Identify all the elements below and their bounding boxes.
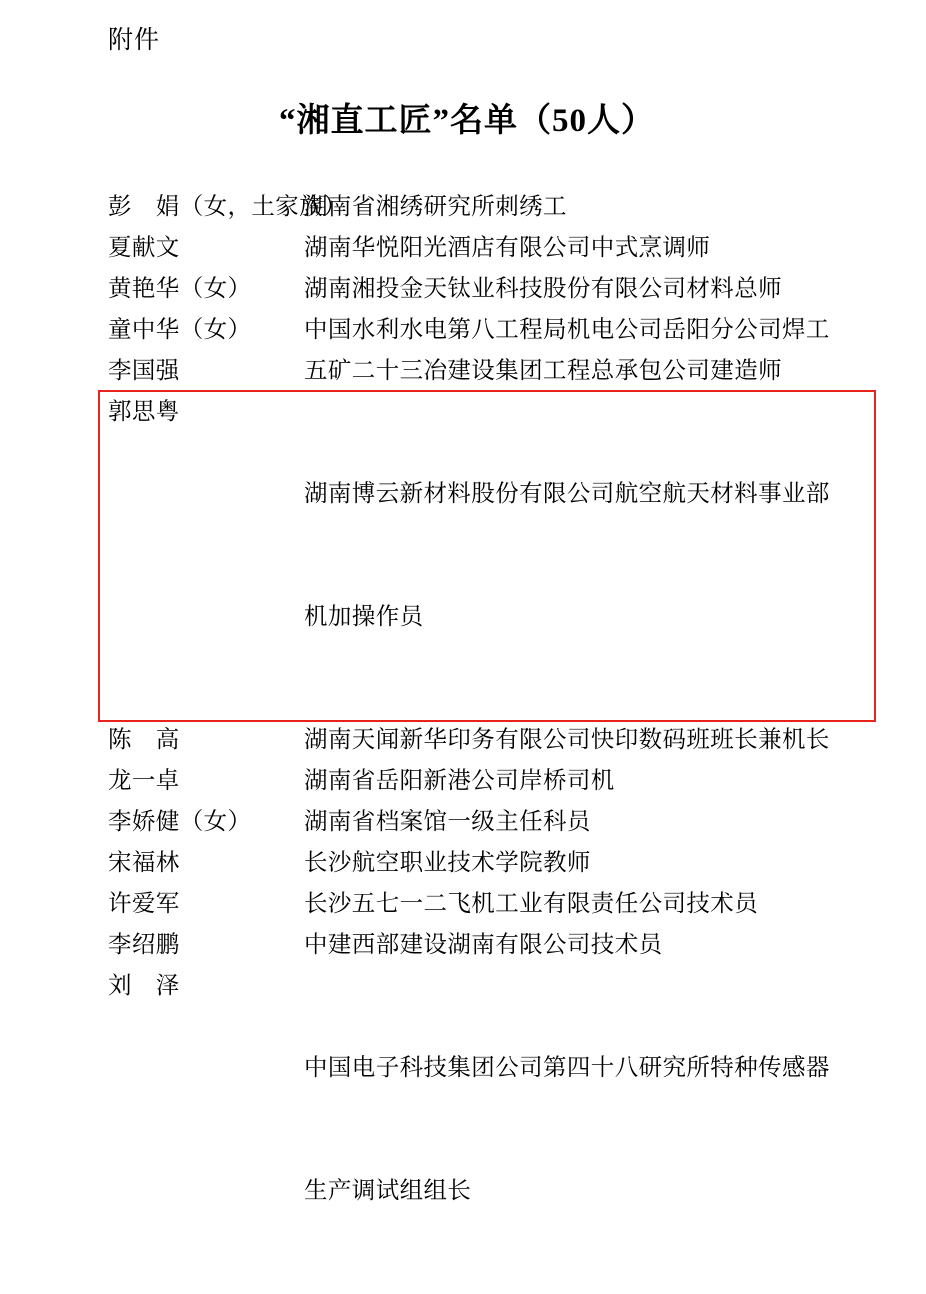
list-item [108,228,856,269]
honoree-desc: 湖南天闻新华印务有限公司快印数码班班长兼机长 [304,726,830,753]
honoree-name: 李绍鹏 [108,931,180,958]
honoree-list [108,187,856,1294]
honoree-desc-line2: 机加操作员 [304,603,424,630]
honoree-desc-line1: 湖南博云新材料股份有限公司航空航天材料事业部 [304,480,830,507]
page-title: “湘直工匠”名单（50人） [279,103,655,139]
honoree-name: 李娇健（女） [108,808,252,835]
attachment-label: 附件 [108,27,161,54]
honoree-desc-line1: 中国电子科技集团公司第四十八研究所特种传感器 [304,1054,830,1081]
honoree-desc: 湖南湘投金天钛业科技股份有限公司材料总师 [304,275,782,302]
honoree-desc: 中国水利水电第八工程局机电公司岳阳分公司焊工 [304,316,830,343]
list-item [108,351,856,392]
list-item [108,802,856,843]
honoree-desc: 湖南省岳阳新港公司岸桥司机 [304,767,615,794]
honoree-name: 龙一卓 [108,767,180,794]
honoree-desc: 五矿二十三冶建设集团工程总承包公司建造师 [304,357,782,384]
honoree-desc: 湖南华悦阳光酒店有限公司中式烹调师 [304,234,711,261]
honoree-name: 夏献文 [108,234,180,261]
honoree-name: 郭思粤 [108,398,180,425]
honoree-name: 童中华（女） [108,316,252,343]
list-item [108,187,856,228]
honoree-desc: 中建西部建设湖南有限公司技术员 [304,931,663,958]
honoree-name: 许爱军 [108,890,180,917]
honoree-desc: 长沙航空职业技术学院教师 [304,849,591,876]
list-item [108,720,856,761]
honoree-name: 陈 高 [108,726,180,753]
list-item [108,843,856,884]
honoree-name: 黄艳华（女） [108,275,252,302]
honoree-name: 彭 娟（女，土家族） [108,193,347,220]
honoree-desc: 湖南省档案馆一级主任科员 [304,808,591,835]
honoree-desc: 湖南省湘绣研究所刺绣工 [304,193,567,220]
honoree-name: 宋福林 [108,849,180,876]
honoree-desc: 长沙五七一二飞机工业有限责任公司技术员 [304,890,759,917]
honoree-desc-line2: 生产调试组组长 [304,1177,472,1204]
honoree-name: 刘 泽 [108,972,180,999]
list-item [108,925,856,966]
honoree-desc [304,966,856,1294]
list-item [108,269,856,310]
list-item [108,966,856,1294]
honoree-desc [304,392,856,720]
list-item [108,884,856,925]
list-item [108,310,856,351]
honoree-name: 李国强 [108,357,180,384]
list-item [108,761,856,802]
list-item-highlighted [108,392,856,720]
